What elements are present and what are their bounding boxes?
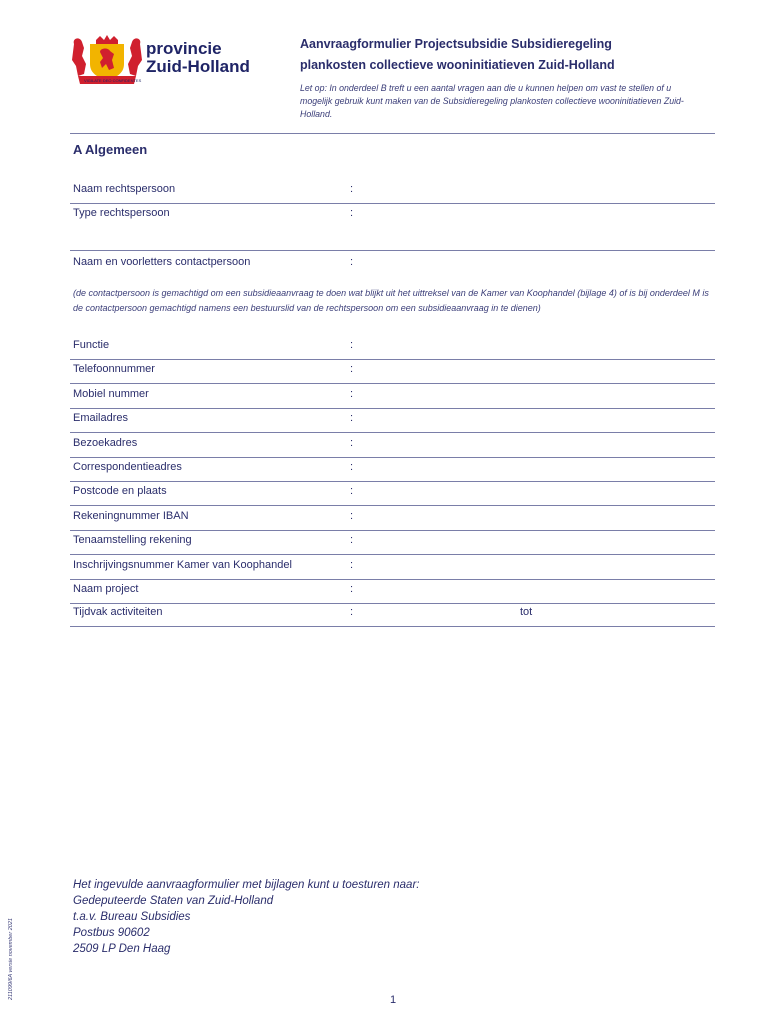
field-row bbox=[70, 482, 715, 506]
province-logo bbox=[70, 34, 270, 90]
field-input[interactable] bbox=[360, 507, 710, 529]
page-number: 1 bbox=[390, 994, 397, 1006]
field-label: Naam project bbox=[73, 583, 139, 595]
field-input[interactable] bbox=[360, 336, 710, 358]
mailing-address bbox=[73, 877, 419, 957]
form-title bbox=[300, 34, 615, 76]
field-row bbox=[70, 531, 715, 555]
field-input[interactable] bbox=[360, 360, 710, 382]
field-row bbox=[70, 336, 715, 360]
contactpersoon-input[interactable] bbox=[360, 253, 710, 275]
field-colon: : bbox=[350, 256, 354, 268]
tijdvak-from-input[interactable] bbox=[360, 603, 510, 625]
field-row-naam-rechtspersoon bbox=[70, 180, 715, 204]
field-colon: : bbox=[350, 558, 354, 571]
type-rechtspersoon-input[interactable] bbox=[360, 204, 710, 226]
field-row bbox=[70, 580, 715, 604]
field-input[interactable] bbox=[360, 580, 710, 602]
field-label: Rekeningnummer IBAN bbox=[73, 509, 189, 522]
field-label: Type rechtspersoon bbox=[73, 207, 170, 219]
field-colon: : bbox=[350, 339, 354, 351]
field-label: Emailadres bbox=[73, 412, 129, 425]
field-input[interactable] bbox=[360, 434, 710, 456]
field-label: Mobiel nummer bbox=[73, 387, 149, 400]
field-label: Postcode en plaats bbox=[73, 485, 167, 498]
field-colon: : bbox=[350, 412, 354, 425]
section-divider bbox=[70, 133, 715, 134]
field-row-contactpersoon bbox=[70, 253, 715, 276]
contact-note: (de contactpersoon is gemachtigd om een subsidieaanvraag te doen wat blijkt uit het uittreksel van de Kamer van Koophandel (bijlage 4) of is bij onderdeel M is de contactpersoon gemachtigd namens een bestuurslid van de rechtspersoon om een subsidieaanvraag in te dienen) bbox=[73, 288, 709, 313]
field-row bbox=[70, 434, 715, 458]
field-colon: : bbox=[350, 485, 354, 498]
form-title-line-2: plankosten collectieve wooninitiatieven Zuid-Holland bbox=[300, 58, 615, 72]
field-label: Tenaamstelling rekening bbox=[73, 534, 192, 547]
address-line: t.a.v. Bureau Subsidies bbox=[73, 911, 191, 923]
address-line: Postbus 90602 bbox=[73, 927, 150, 939]
field-label: Tijdvak activiteiten bbox=[73, 606, 163, 618]
field-colon: : bbox=[350, 534, 354, 547]
field-input[interactable] bbox=[360, 458, 710, 480]
field-colon: : bbox=[350, 207, 354, 219]
form-title-line-1: Aanvraagformulier Projectsubsidie Subsidieregeling bbox=[300, 37, 612, 51]
field-label: Naam rechtspersoon bbox=[73, 183, 176, 195]
field-row bbox=[70, 360, 715, 384]
logo-line-2: Zuid-Holland bbox=[146, 57, 250, 76]
address-line: Het ingevulde aanvraagformulier met bijlagen kunt u toesturen naar: bbox=[73, 879, 420, 891]
tot-label: tot bbox=[520, 606, 533, 618]
field-row bbox=[70, 458, 715, 482]
intro-note: Let op: In onderdeel B treft u een aantal vragen aan die u kunnen helpen om vast te stellen of u mogelijk gebruik kunt maken van de Subsidieregeling plankosten collectieve wooninitiatieven Zuid-Holland. bbox=[300, 83, 684, 119]
field-colon: : bbox=[350, 363, 354, 376]
field-label: Functie bbox=[73, 339, 110, 351]
field-colon: : bbox=[350, 387, 354, 400]
version-note: 211099/6A versie november 2021 bbox=[8, 918, 14, 1000]
field-label: Telefoonnummer bbox=[73, 363, 155, 376]
field-label: Naam en voorletters contactpersoon bbox=[73, 256, 251, 268]
field-colon: : bbox=[350, 509, 354, 522]
field-colon: : bbox=[350, 461, 354, 473]
field-input[interactable] bbox=[360, 385, 710, 407]
field-input[interactable] bbox=[360, 409, 710, 431]
naam-rechtspersoon-input[interactable] bbox=[360, 180, 710, 202]
field-colon: : bbox=[350, 183, 354, 195]
section-title: A Algemeen bbox=[73, 142, 148, 157]
field-row bbox=[70, 385, 715, 409]
field-colon: : bbox=[350, 583, 354, 595]
field-label: Inschrijvingsnummer Kamer van Koophandel bbox=[73, 558, 292, 571]
address-line: Gedeputeerde Staten van Zuid-Holland bbox=[73, 895, 274, 907]
field-row bbox=[70, 409, 715, 433]
field-colon: : bbox=[350, 436, 354, 449]
field-colon: : bbox=[350, 606, 354, 618]
field-row bbox=[70, 556, 715, 580]
logo-line-1: provincie bbox=[146, 39, 222, 58]
logo-wordmark bbox=[146, 40, 250, 76]
field-row bbox=[70, 507, 715, 531]
field-label: Bezoekadres bbox=[73, 436, 138, 449]
field-input[interactable] bbox=[360, 556, 710, 578]
tijdvak-to-input[interactable] bbox=[540, 603, 710, 625]
field-row-type-rechtspersoon bbox=[70, 204, 715, 251]
address-line: 2509 LP Den Haag bbox=[73, 943, 171, 955]
field-row-tijdvak bbox=[70, 603, 715, 627]
field-input[interactable] bbox=[360, 531, 710, 553]
logo-ribbon-text: VIGILATE DEO CONFIDENTES bbox=[84, 78, 142, 83]
field-input[interactable] bbox=[360, 482, 710, 504]
field-label: Correspondentieadres bbox=[73, 461, 182, 473]
